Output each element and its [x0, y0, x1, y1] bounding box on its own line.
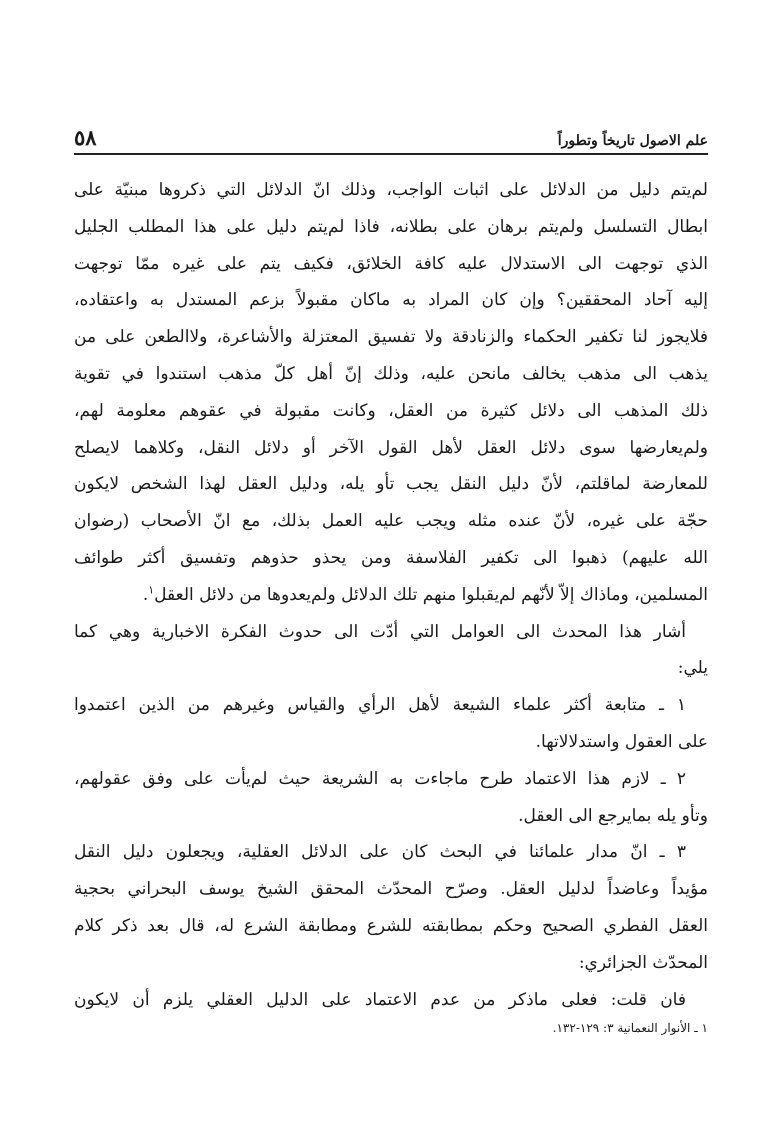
text-line: المحدّث الجزائري: [578, 952, 708, 973]
page-number: ٥٨ [74, 125, 97, 150]
page-header [74, 120, 708, 152]
list-item-1: ١ ـ متابعة أكثر علماء الشيعة لأهل الرأي والقياس وغيرهم من الذين اعتمدوا [74, 695, 686, 716]
text-line: لم‌يتم دليل من الدلائل على اثبات الواجب، وذلك انّ الدلائل التي ذكروها مبنيّة على [74, 180, 708, 200]
list-item-3: ٣ ـ انّ مدار علمائنا في البحث كان على الدلائل العقلية، ويجعلون دليل النقل [74, 842, 686, 863]
text-line: للمعارضة لماقلتم، لأنّ دليل النقل يجب تأو يله، ودليل العقل لهذا الشخص لايكون [74, 474, 708, 495]
text-line: المسلمين، وماذاك إلاّ لأنّهم لم‌يقبلوا منهم تلك الدلائل ولم‌يعدوها من دلائل العقل [154, 584, 708, 605]
text-line-with-footnote: المسلمين، وماذاك إلاّ لأنّهم لم‌يقبلوا منهم تلك الدلائل ولم‌يعدوها من دلائل العقل$^١$. [142, 583, 708, 605]
header-rule [74, 153, 708, 155]
text-line: ابطال التسلسل ولم‌يتم برهان على بطلانه، فاذا لم‌يتم دليل على هذا المطلب الجليل [74, 216, 708, 237]
text-line: العقل الفطري الصحيح وحكم بمطابقته للشرع ومطابقة الشرع له، قال بعد ذكر كلام [74, 915, 708, 936]
text-line: الله عليهم) ذهبوا الى تكفير الفلاسفة ومن يحذو حذوهم وتفسيق أكثر طوائف [74, 547, 708, 568]
text-line: وتأو يله بمايرجع الى العقل. [518, 805, 708, 826]
footnote: ١ ـ الأنوار النعمانية ٣: ١٢٩-١٣٢. [552, 1021, 708, 1035]
text-line: ولم‌يعارضها سوى دلائل العقل لأهل القول الآخر أو دلائل النقل، وكلاهما لايصلح [74, 437, 708, 458]
list-item-2: ٢ ـ لازم هذا الاعتماد طرح ماجاءت به الشريعة حيث لم‌يأت على وفق عقولهم، [74, 768, 686, 789]
text-line: فلايجوز لنا تكفير الحكماء والزنادقة ولا تفسيق المعتزلة والأشاعرة، ولاالطعن على من [74, 327, 708, 348]
text-line: حجّة على غيره، لأنّ عنده مثله ويجب عليه العمل بذلك، مع انّ الأصحاب (رضوان [74, 511, 708, 532]
text-line: الذي توجهت الى الاستدلال عليه كافة الخلائق، فكيف يتم على غيره ممّا توجهت [74, 253, 708, 274]
body-text [74, 172, 708, 1018]
text-line: فان قلت: فعلى ماذكر من عدم الاعتماد على الدليل العقلي يلزم أن لايكون [74, 989, 686, 1010]
text-line: أشار هذا المحدث الى العوامل التي أدّت الى حدوث الفكرة الاخبارية وهي كما [74, 621, 686, 642]
text-line: يلي: [677, 658, 708, 679]
text-line: إليه آحاد المحققين؟ وإن كان المراد به ماكان مقبولاً بزعم المستدل به واعتقاده، [74, 290, 708, 311]
text-line: مؤيداً وعاضداً لدليل العقل. وصرّح المحدّث المحقق الشيخ يوسف البحراني بحجية [74, 879, 708, 900]
text-line: يذهب الى مذهب يخالف مانحن عليه، وذلك إنّ أهل كلّ مذهب استندوا في تقوية [74, 363, 708, 384]
text-line: على العقول واستدلالاتها. [535, 731, 708, 752]
running-title: علم الاصول تاريخاً وتطوراً [557, 133, 708, 149]
footnote-reference: ١ [148, 583, 155, 597]
text-line: ذلك المذهب الى دلائل كثيرة من العقل، وكانت مقبولة في عقوهم معلومة لهم، [74, 400, 708, 421]
